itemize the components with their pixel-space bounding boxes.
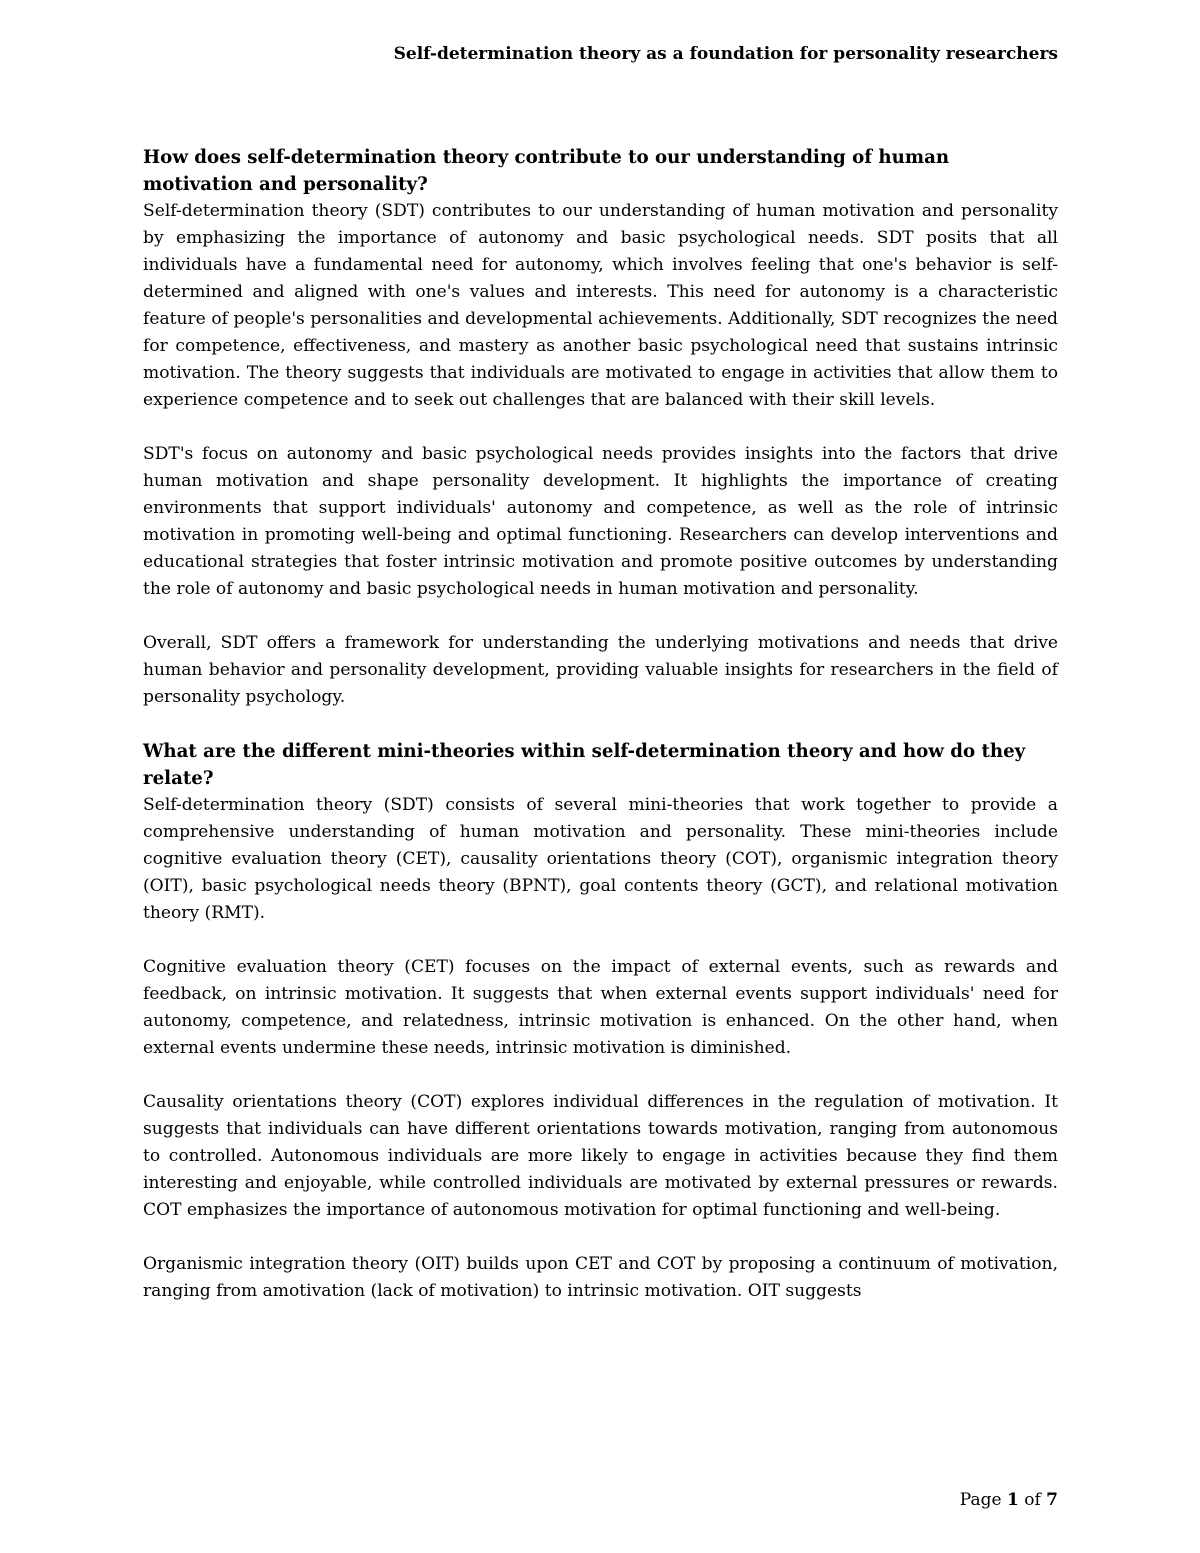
paragraph: SDT's focus on autonomy and basic psychological needs provides insights into the factors that drive human motivation and shape personality development. It highlights the importance of creating environments that support individuals' autonomy and competence, as well as the role of intrinsic motivation in promoting well-being and optimal functioning. Researchers can develop interventions and educational strategies that foster intrinsic motivation and promote positive outcomes by understanding the role of autonomy and basic psychological needs in human motivation and personality. xyxy=(143,444,1058,599)
page-label: Page xyxy=(959,1490,1002,1510)
section-heading: What are the different mini-theories within self-determination theory and how do they relate? xyxy=(143,741,1026,789)
paragraph: Self-determination theory (SDT) consists of several mini-theories that work together to provide a comprehensive understanding of human motivation and personality. These mini-theories include cognitive evaluation theory (CET), causality orientations theory (COT), organismic integration theory (OIT), basic psychological needs theory (BPNT), goal contents theory (GCT), and relational motivation theory (RMT). xyxy=(143,795,1058,923)
section-sdt-contribution xyxy=(143,144,1058,711)
section-heading: How does self-determination theory contribute to our understanding of human motivation and personality? xyxy=(143,147,950,195)
of-label: of xyxy=(1024,1490,1041,1510)
paragraph: Cognitive evaluation theory (CET) focuses on the impact of external events, such as rewards and feedback, on intrinsic motivation. It suggests that when external events support individuals' need for autonomy, competence, and relatedness, intrinsic motivation is enhanced. On the other hand, when external events undermine these needs, intrinsic motivation is diminished. xyxy=(143,957,1058,1058)
paragraph: Organismic integration theory (OIT) builds upon CET and COT by proposing a continuum of motivation, ranging from amotivation (lack of motivation) to intrinsic motivation. OIT suggests xyxy=(143,1254,1058,1301)
paragraph: Self-determination theory (SDT) contributes to our understanding of human motivation and personality by emphasizing the importance of autonomy and basic psychological needs. SDT posits that all individuals have a fundamental need for autonomy, which involves feeling that one's behavior is self-determined and aligned with one's values and interests. This need for autonomy is a characteristic feature of people's personalities and developmental achievements. Additionally, SDT recognizes the need for competence, effectiveness, and mastery as another basic psychological need that sustains intrinsic motivation. The theory suggests that individuals are motivated to engage in activities that allow them to experience competence and to seek out challenges that are balanced with their skill levels. xyxy=(143,201,1058,410)
page-number xyxy=(960,1490,1058,1510)
section-mini-theories xyxy=(143,738,1058,1305)
document-body xyxy=(143,144,1058,1332)
page-current: 1 xyxy=(1006,1490,1019,1510)
page-total: 7 xyxy=(1046,1490,1058,1510)
paragraph: Causality orientations theory (COT) explores individual differences in the regulation of motivation. It suggests that individuals can have different orientations towards motivation, ranging from autonomous to controlled. Autonomous individuals are more likely to engage in activities because they find them interesting and enjoyable, while controlled individuals are motivated by external pressures or rewards. COT emphasizes the importance of autonomous motivation for optimal functioning and well-being. xyxy=(143,1092,1058,1220)
paragraph: Overall, SDT offers a framework for understanding the underlying motivations and needs that drive human behavior and personality development, providing valuable insights for researchers in the field of personality psychology. xyxy=(143,633,1058,707)
running-header: Self-determination theory as a foundation for personality researchers xyxy=(393,44,1058,64)
